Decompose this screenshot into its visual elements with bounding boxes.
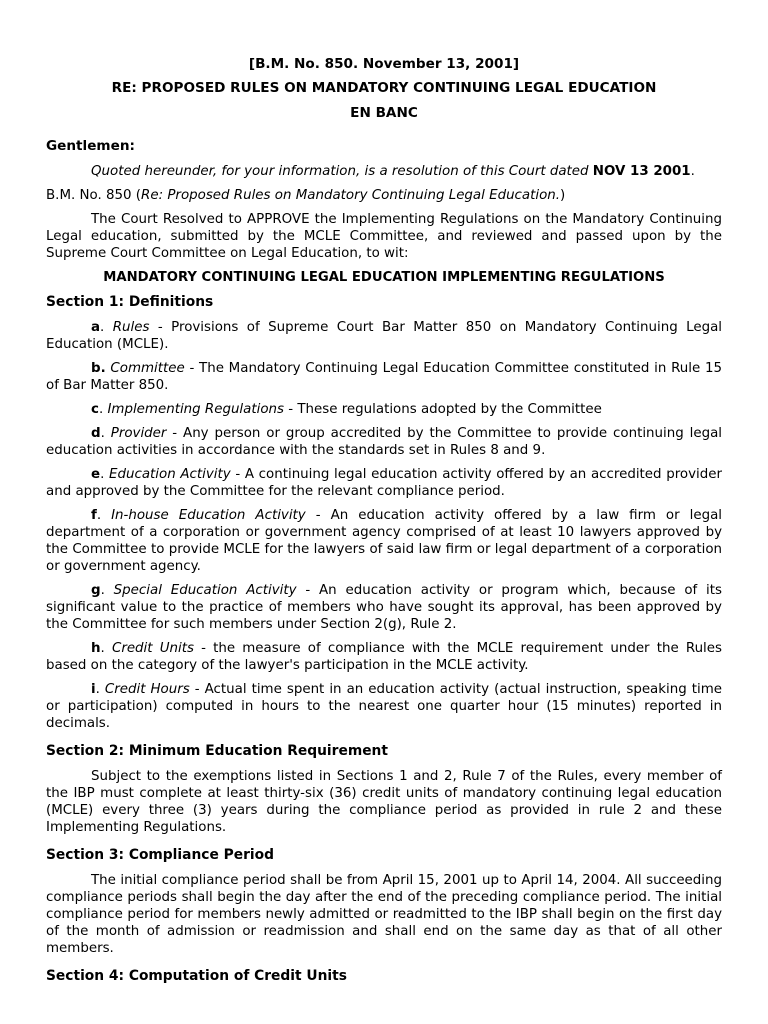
en-banc-heading: EN BANC bbox=[350, 105, 418, 121]
definition-term: Rules bbox=[112, 320, 150, 335]
definition-item bbox=[46, 582, 722, 633]
section-1-heading: Section 1: Definitions bbox=[46, 294, 214, 310]
definition-separator: . bbox=[95, 682, 105, 697]
definition-separator: . bbox=[98, 402, 108, 417]
definition-text: - Provisions of Supreme Court Bar Matter 850 on Mandatory Continuing Legal Education (MCLE). bbox=[46, 320, 723, 352]
quoted-resolution-paragraph bbox=[46, 163, 722, 180]
definition-text: - A continuing legal education activity offered by an accredited provider and approved by the Committee for the relevant compliance period. bbox=[46, 467, 723, 499]
definition-text: - the measure of compliance with the MCLE requirement under the Rules based on the category of the lawyer's participation in the MCLE activity. bbox=[46, 641, 722, 673]
definition-letter: d bbox=[91, 426, 101, 441]
definition-separator: . bbox=[100, 467, 110, 482]
definition-item bbox=[46, 640, 722, 674]
definition-text: - These regulations adopted by the Committee bbox=[284, 402, 602, 417]
regulations-title: MANDATORY CONTINUING LEGAL EDUCATION IMPLEMENTING REGULATIONS bbox=[103, 270, 665, 285]
definition-letter: h bbox=[91, 641, 101, 656]
definition-term: Provider bbox=[110, 426, 167, 441]
definition-text: - Actual time spent in an education activity (actual instruction, speaking time or participation) computed in hours to the nearest one quarter hour (15 minutes) reported in decimals. bbox=[46, 682, 722, 731]
definition-item bbox=[46, 319, 722, 353]
definition-term: Implementing Regulations bbox=[107, 402, 284, 417]
definition-letter: f bbox=[91, 508, 97, 523]
section-3-paragraph: The initial compliance period shall be from April 15, 2001 up to April 14, 2004. All succeeding compliance periods shall begin the day after the end of the preceding compliance period. The initial compliance period for members newly admitted or readmitted to the IBP shall begin on the first day of the month of admission or readmission and shall end on the same day as that of all other members. bbox=[46, 873, 722, 956]
definition-text: - The Mandatory Continuing Legal Education Committee constituted in Rule 15 of Bar Matter 850. bbox=[46, 361, 722, 393]
bm-suffix: ) bbox=[560, 188, 566, 203]
definition-separator: . bbox=[100, 320, 113, 335]
definition-separator: . bbox=[100, 426, 111, 441]
case-title-heading: RE: PROPOSED RULES ON MANDATORY CONTINUING LEGAL EDUCATION bbox=[111, 80, 657, 96]
definition-term: Special Education Activity bbox=[113, 583, 297, 598]
bm-title: Re: Proposed Rules on Mandatory Continuing Legal Education. bbox=[141, 188, 561, 203]
definition-item bbox=[46, 401, 722, 418]
definition-separator: . bbox=[100, 641, 112, 656]
definition-item bbox=[46, 681, 722, 732]
definition-item bbox=[46, 466, 722, 500]
definition-term: In-house Education Activity bbox=[111, 508, 306, 523]
definition-text: - Any person or group accredited by the Committee to provide continuing legal education activities in accordance with the standards set in Rules 8 and 9. bbox=[46, 426, 722, 458]
definition-letter: a bbox=[91, 320, 101, 335]
definition-item bbox=[46, 507, 722, 575]
definition-term: Education Activity bbox=[109, 467, 231, 482]
definition-item bbox=[46, 360, 722, 394]
definition-term: Committee bbox=[110, 361, 185, 376]
resolution-paragraph: The Court Resolved to APPROVE the Implementing Regulations on the Mandatory Continuing Legal education, submitted by the MCLE Committee, and reviewed and passed upon by the Supreme Court Committee on Legal Education, to wit: bbox=[46, 212, 722, 261]
quoted-text: Quoted hereunder, for your information, is a resolution of this Court dated bbox=[91, 164, 593, 179]
definition-separator: . bbox=[96, 508, 112, 523]
definition-separator: . bbox=[100, 583, 114, 598]
definition-term: Credit Units bbox=[111, 641, 194, 656]
definition-letter: i bbox=[91, 682, 96, 697]
definition-item bbox=[46, 425, 722, 459]
salutation: Gentlemen: bbox=[46, 138, 135, 154]
quoted-date: NOV 13 2001 bbox=[592, 164, 691, 179]
definition-term: Credit Hours bbox=[104, 682, 190, 697]
definitions-list bbox=[46, 319, 722, 732]
definition-text: - An education activity offered by a law firm or legal department of a corporation or government agency comprised of at least 10 lawyers approved by the Committee to provide MCLE for the lawyers of said law firm or legal department of a corporation or government agency. bbox=[46, 508, 723, 574]
definition-letter: b. bbox=[91, 361, 106, 376]
quoted-end: . bbox=[690, 164, 695, 179]
definition-letter: e bbox=[91, 467, 101, 482]
section-2-heading: Section 2: Minimum Education Requirement bbox=[46, 743, 388, 759]
section-3-heading: Section 3: Compliance Period bbox=[46, 847, 274, 863]
definition-text: - An education activity or program which, because of its significant value to the practice of members who have sought its approval, has been approved by the Committee for such members under Section 2(g), Rule 2. bbox=[46, 583, 722, 632]
definition-letter: g bbox=[91, 583, 101, 598]
bm-reference-paragraph bbox=[46, 187, 722, 204]
case-number-heading: [B.M. No. 850. November 13, 2001] bbox=[248, 56, 520, 72]
section-2-paragraph: Subject to the exemptions listed in Sections 1 and 2, Rule 7 of the Rules, every member of the IBP must complete at least thirty-six (36) credit units of mandatory continuing legal education (MCLE) every three (3) years during the compliance period as provided in rule 2 and these Implementing Regulations. bbox=[46, 769, 722, 835]
definition-letter: c bbox=[91, 402, 99, 417]
section-4-heading: Section 4: Computation of Credit Units bbox=[46, 968, 347, 984]
bm-prefix: B.M. No. 850 ( bbox=[46, 188, 142, 203]
